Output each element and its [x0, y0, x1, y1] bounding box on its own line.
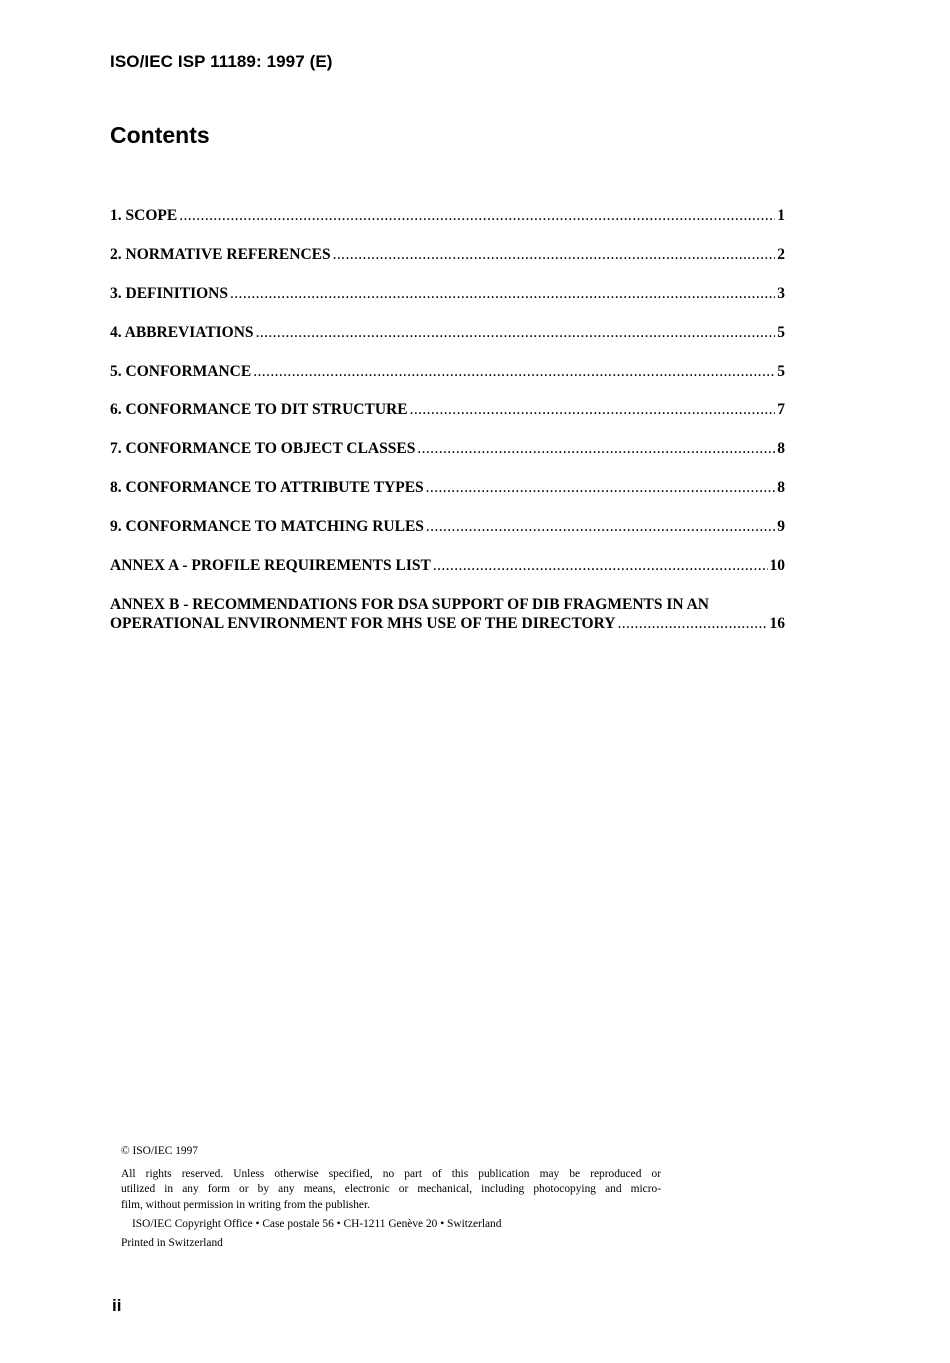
- toc-page-number: 2: [777, 245, 785, 263]
- toc-entry-label: 3. DEFINITIONS: [110, 284, 228, 302]
- toc-entry-label: 2. NORMATIVE REFERENCES: [110, 245, 331, 263]
- copyright-line: © ISO/IEC 1997: [121, 1145, 198, 1157]
- toc-leader-dots: [253, 362, 775, 382]
- toc-leader-dots: [333, 245, 776, 265]
- toc-leader-dots: [426, 478, 776, 498]
- toc-page-number: 1: [777, 207, 785, 224]
- rights-line: utilized in any form or by any means, electronic or mechanical, including photocopying and micro-: [121, 1183, 661, 1195]
- toc-page-number: 9: [777, 518, 785, 536]
- toc-entry-label: 9. CONFORMANCE TO MATCHING RULES: [110, 518, 424, 536]
- toc-leader-dots: [433, 556, 768, 576]
- toc-entry-label: 6. CONFORMANCE TO DIT STRUCTURE: [110, 401, 408, 419]
- toc-entry-label: ANNEX A - PROFILE REQUIREMENTS LIST: [110, 557, 431, 575]
- toc-page-number: 10: [769, 557, 785, 575]
- toc-page-number: 16: [769, 615, 785, 633]
- toc-leader-dots: [230, 284, 775, 304]
- toc-leader-dots: [179, 206, 775, 226]
- copyright-notice: [121, 1144, 661, 1251]
- rights-statement: [121, 1167, 661, 1214]
- toc-page-number: 5: [777, 323, 785, 341]
- toc-entry-label: 1. SCOPE: [110, 207, 178, 224]
- toc-page-number: 8: [777, 479, 785, 497]
- copyright-office-address: ISO/IEC Copyright Office • Case postale 56 • CH-1211 Genève 20 • Switzerland: [132, 1218, 502, 1230]
- toc-entry-label: 7. CONFORMANCE TO OBJECT CLASSES: [110, 440, 416, 458]
- contents-heading: Contents: [110, 122, 210, 148]
- printed-in: Printed in Switzerland: [121, 1236, 223, 1249]
- toc-leader-dots: [426, 517, 775, 537]
- toc-leader-dots: [417, 439, 775, 459]
- toc-entry-definitions[interactable]: [110, 284, 785, 304]
- toc-entry-conformance-dit-structure[interactable]: [110, 400, 785, 420]
- toc-entry-label: 8. CONFORMANCE TO ATTRIBUTE TYPES: [110, 479, 424, 497]
- page-number: ii: [112, 1296, 122, 1315]
- toc-page-number: 8: [777, 440, 785, 458]
- toc-page-number: 5: [777, 362, 785, 380]
- toc-leader-dots: [617, 614, 767, 634]
- toc-entry-label: 5. CONFORMANCE: [110, 362, 252, 380]
- toc-entry-scope[interactable]: [110, 206, 785, 226]
- toc-leader-dots: [256, 323, 776, 343]
- toc-entry-annex-a[interactable]: [110, 556, 785, 576]
- toc-entry-annex-b[interactable]: [110, 595, 785, 634]
- toc-entry-normative-references[interactable]: [110, 245, 785, 265]
- toc-entry-conformance[interactable]: [110, 362, 785, 382]
- toc-entry-conformance-attribute-types[interactable]: [110, 478, 785, 498]
- rights-line: film, without permission in writing from the publisher.: [121, 1198, 370, 1211]
- toc-entry-conformance-matching-rules[interactable]: [110, 517, 785, 537]
- toc-entry-label-line1: ANNEX B - RECOMMENDATIONS FOR DSA SUPPORT OF DIB FRAGMENTS IN AN: [110, 595, 709, 613]
- toc-page-number: 7: [777, 401, 785, 419]
- toc-page-number: 3: [777, 284, 785, 302]
- rights-line: All rights reserved. Unless otherwise specified, no part of this publication may be reproduced or: [121, 1167, 661, 1180]
- table-of-contents: [110, 206, 785, 634]
- toc-entry-label: 4. ABBREVIATIONS: [110, 323, 254, 341]
- toc-leader-dots: [410, 400, 776, 420]
- toc-entry-conformance-object-classes[interactable]: [110, 439, 785, 459]
- toc-entry-label-line2: OPERATIONAL ENVIRONMENT FOR MHS USE OF THE DIRECTORY: [110, 615, 616, 633]
- toc-entry-abbreviations[interactable]: [110, 323, 785, 343]
- document-identifier: ISO/IEC ISP 11189: 1997 (E): [110, 52, 333, 71]
